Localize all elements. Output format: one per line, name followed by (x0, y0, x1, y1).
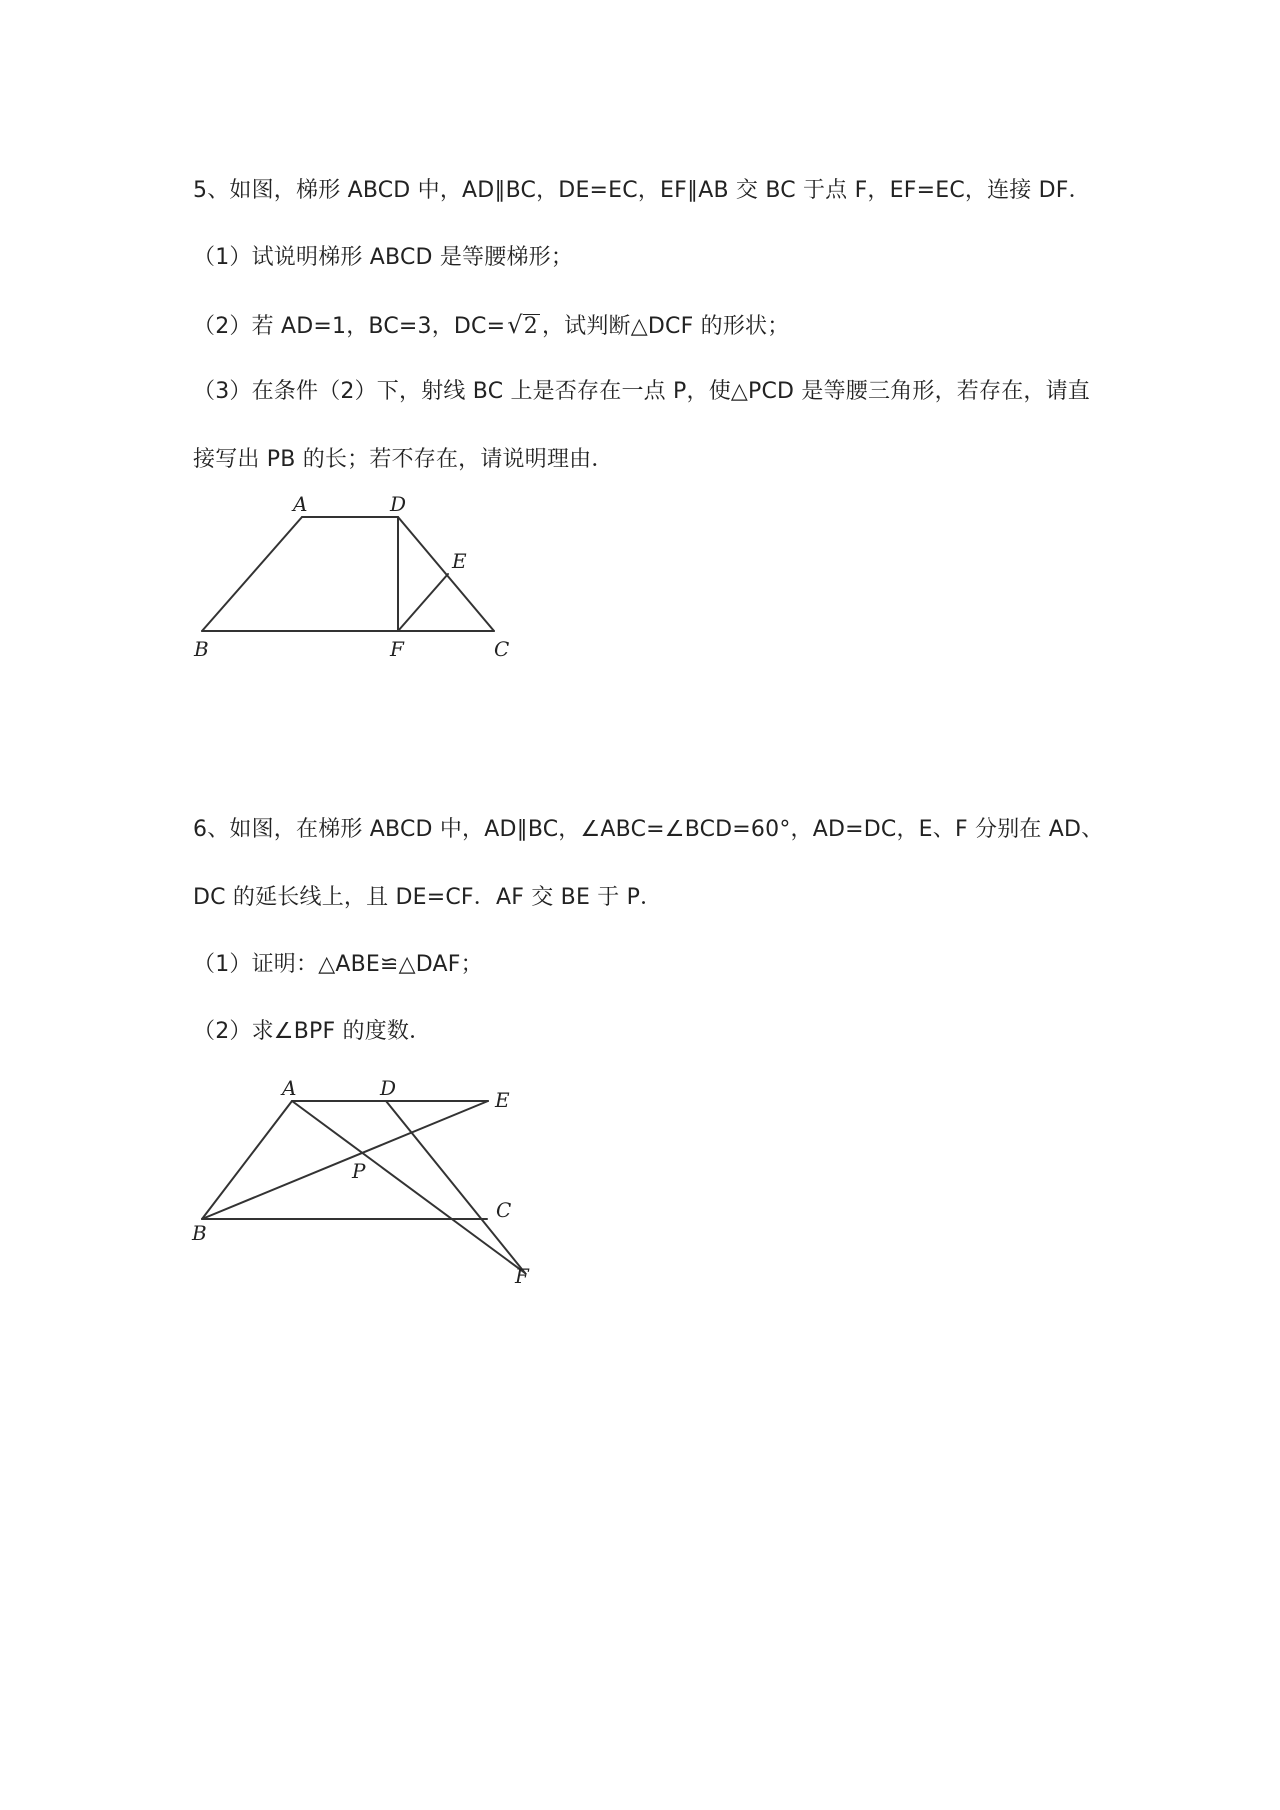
label-b: B (194, 637, 209, 661)
label-d: D (380, 1076, 397, 1100)
label-f: F (515, 1264, 529, 1288)
segment-ab (202, 517, 302, 631)
label-e: E (452, 549, 467, 573)
label-d: D (390, 492, 407, 516)
problem5-part3-line1: （3）在条件（2）下，射线 BC 上是否存在一点 P，使△PCD 是等腰三角形，若存在，请直 (193, 379, 1090, 404)
problem5-figure (180, 485, 520, 665)
problem5-part1: （1）试说明梯形 ABCD 是等腰梯形； (193, 245, 574, 270)
sqrt-radicand: 2 (523, 314, 538, 339)
problem5-statement: 5、如图，梯形 ABCD 中，AD∥BC，DE=EC，EF∥AB 交 BC 于点 F，EF=EC，连接 DF． (193, 178, 1091, 203)
problem5-part2 (193, 310, 789, 342)
label-e: E (495, 1088, 510, 1112)
problem6-part2: （2）求∠BPF 的度数． (193, 1019, 432, 1044)
problem6-part1: （1）证明：△ABE≌△DAF； (193, 952, 483, 977)
problem5-part2-before: （2）若 AD=1，BC=3，DC= (193, 314, 506, 339)
problem5-part3-line2: 接写出 PB 的长；若不存在，请说明理由． (193, 447, 614, 472)
sqrt-symbol: √2 (507, 311, 538, 339)
label-c: C (494, 637, 510, 661)
label-c: C (496, 1198, 512, 1222)
problem6-figure (180, 1065, 540, 1295)
problem5-part2-after: ，试判断△DCF 的形状； (541, 314, 790, 339)
problem6-statement-line2: DC 的延长线上，且 DE=CF．AF 交 BE 于 P． (193, 885, 663, 910)
segment-ef (398, 574, 448, 631)
label-f: F (390, 637, 404, 661)
segment-be (202, 1101, 488, 1219)
label-a: A (282, 1076, 297, 1100)
segment-af (292, 1101, 525, 1273)
label-a: A (293, 492, 308, 516)
label-p: P (352, 1159, 366, 1183)
label-b: B (192, 1221, 207, 1245)
problem6-statement-line1: 6、如图，在梯形 ABCD 中，AD∥BC，∠ABC=∠BCD=60°，AD=DC，E、F 分别在 AD、 (193, 817, 1104, 842)
